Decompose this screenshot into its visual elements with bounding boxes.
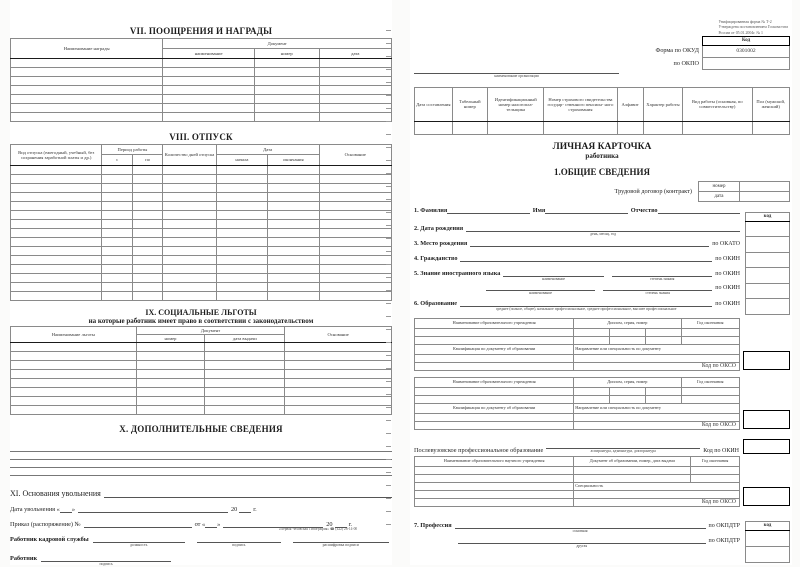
quote-close: »	[71, 506, 75, 513]
section9-title: IX. СОЦИАЛЬНЫЕ ЛЬГОТЫ	[145, 308, 257, 317]
item-education-line	[414, 299, 740, 312]
order-num-blank	[84, 520, 192, 528]
language-name-caption: наименование	[542, 276, 566, 281]
table-row	[11, 166, 392, 175]
sci-year-header: Год окончания	[691, 456, 740, 466]
table-row	[11, 406, 392, 415]
item-citizenship-line	[414, 254, 740, 262]
card-header-table	[414, 87, 790, 135]
ben-sub-num: номер	[136, 335, 205, 343]
year-prefix: 20	[326, 521, 333, 528]
table-row	[11, 104, 392, 113]
table-row	[11, 193, 392, 202]
col-sex: Пол (мужской, женский)	[752, 87, 790, 121]
vac-col-period: Период работы	[102, 145, 163, 155]
profession-other-caption: другая	[576, 543, 588, 548]
year-blank	[239, 505, 251, 513]
okpo-value-empty	[703, 58, 790, 70]
table-row	[11, 292, 392, 301]
contract-label: Трудовой договор (контракт)	[614, 187, 692, 195]
table-row	[11, 361, 392, 370]
table-row	[11, 397, 392, 406]
table-row	[11, 238, 392, 247]
awards-sub-name: наименование	[163, 49, 254, 59]
okso-label: Код по ОКСО	[574, 421, 740, 429]
edu-inst-header: Наименование образовательного учреждения	[415, 377, 574, 387]
table-row	[11, 229, 392, 238]
blank-line	[10, 444, 392, 452]
code-cell	[746, 252, 790, 268]
table-row	[11, 388, 392, 397]
profession-section	[414, 521, 790, 549]
section9-subtitle: на которые работник имеет право в соответствии с законодательством	[88, 317, 314, 325]
okin-label: по ОКИН	[715, 270, 741, 277]
education-block-2	[414, 377, 790, 430]
form-page-2	[10, 0, 392, 565]
table-row	[11, 95, 392, 104]
code-cell	[746, 283, 790, 299]
okso-label: Код по ОКСО	[574, 362, 740, 370]
edu-year-header: Год окончания	[681, 377, 740, 387]
ben-col-basis: Основание	[285, 327, 392, 343]
blank-line	[10, 452, 392, 460]
edu-year-header: Год окончания	[681, 318, 740, 328]
awards-table	[10, 38, 392, 122]
table-row	[415, 336, 740, 344]
col-pension-insurance: Номер страхового свидетельства государ- ственного пенсион- ного страхования	[544, 87, 617, 121]
contract-date-value	[739, 191, 789, 201]
profession-main-caption: основная	[572, 528, 588, 533]
table-row	[415, 421, 740, 429]
profession-line-1	[414, 521, 740, 534]
table-row	[11, 256, 392, 265]
okso-code-box	[743, 487, 790, 506]
profession-line-2	[414, 536, 740, 549]
okud-row	[414, 36, 790, 79]
vac-sub-end: окончания	[268, 155, 319, 166]
surname-blank	[447, 206, 529, 214]
year-suffix: г.	[253, 506, 257, 513]
month-blank	[78, 505, 228, 513]
birthdate-caption: день, месяц, год	[590, 231, 617, 236]
okin-code-box	[743, 439, 790, 454]
profession-code-column	[745, 521, 790, 563]
profession-label: 7. Профессия	[414, 521, 452, 529]
code-box-header: Код	[703, 37, 790, 46]
order-label: Приказ (распоряжение) №	[10, 521, 81, 528]
worker-label: Работник	[10, 554, 38, 562]
awards-sub-date: дата	[319, 49, 391, 59]
col-personnel-number: Табельный номер	[452, 87, 488, 121]
vac-sub-start: начала	[216, 155, 267, 166]
code-column	[745, 212, 790, 315]
education-caption: среднее (полное, общее), начальное профессиональное, среднее профессиональное, высшее профессиональное	[495, 306, 677, 311]
table-row	[11, 86, 392, 95]
blank-line	[10, 468, 392, 476]
table-row	[415, 466, 740, 474]
table-row	[11, 343, 392, 352]
table-row	[11, 283, 392, 292]
okin-code-label: Код по ОКИН	[703, 447, 739, 454]
language-level-blank	[612, 269, 712, 277]
table-row	[11, 247, 392, 256]
hr-officer-line	[10, 535, 392, 548]
general-info-items	[414, 206, 790, 312]
vacation-table	[10, 144, 392, 301]
table-row	[415, 413, 740, 421]
ref-line-2: Утверждена постановлением Госкомстата	[718, 25, 788, 30]
postgrad-line	[414, 439, 790, 454]
code-cell	[746, 530, 790, 546]
okpo-label: по ОКПО	[673, 59, 699, 67]
vac-col-basis: Основание	[319, 145, 391, 166]
awards-col-name: Наименование награды	[11, 39, 163, 59]
edu-inst-header: Наименование образовательного учреждения	[415, 318, 574, 328]
table-row	[11, 113, 392, 122]
contract-number-label: номер	[699, 181, 740, 191]
table-row	[11, 202, 392, 211]
awards-col-doc: Документ	[163, 39, 392, 49]
table-row	[415, 474, 740, 482]
okin-label: по ОКИН	[715, 300, 740, 307]
okin-label: по ОКИН	[715, 284, 740, 291]
table-row	[415, 490, 740, 498]
postgrad-table	[414, 456, 740, 507]
form-page-1	[410, 0, 792, 565]
organization-caption: наименование организации	[494, 74, 539, 78]
postgrad-blank	[546, 441, 700, 449]
vac-col-date: Дата	[216, 145, 319, 155]
table-row	[11, 379, 392, 388]
item-language-line-2	[414, 283, 740, 296]
year-suffix: г.	[348, 521, 353, 528]
edu-qual-header: Квалификация по документу об образовании	[415, 344, 574, 354]
dismissal-date-label: Дата увольнения «	[10, 506, 60, 513]
code-box	[702, 36, 790, 70]
order-day-blank	[205, 520, 217, 528]
item-birthplace-line	[414, 239, 740, 247]
table-row	[415, 362, 740, 370]
printer-note: «Первая Чеховская Типография» ☎ (422) 26-14-00	[278, 527, 358, 531]
edu-spec-header: Направление или специальность по документу	[574, 344, 740, 354]
education-block-1	[414, 318, 790, 371]
speciality-header: Специальность	[574, 482, 740, 490]
order-from: от «	[194, 521, 206, 528]
name-label: Имя	[532, 206, 546, 214]
dismissal-date-line	[10, 505, 392, 513]
code-column-header: код	[746, 212, 790, 221]
hr-officer-label: Работник кадровой службы	[10, 536, 89, 543]
language-level-caption: степень знания	[649, 276, 675, 281]
table-row	[11, 175, 392, 184]
birthplace-label: 3. Место рождения	[414, 239, 468, 247]
edu-qual-header: Квалификация по документу об образовании	[415, 403, 574, 413]
contract-box	[698, 181, 790, 202]
table-row	[11, 184, 392, 193]
form-reference	[718, 20, 788, 36]
contract-number-value	[739, 181, 789, 191]
birthdate-label: 2. Дата рождения	[414, 224, 464, 232]
year-prefix: 20	[230, 506, 238, 513]
code-column-header: код	[746, 521, 790, 530]
quote-close: »	[217, 521, 221, 528]
day-blank	[60, 505, 72, 513]
item-birthdate-line	[414, 224, 740, 237]
table-row	[11, 211, 392, 220]
col-work-nature: Характер работы	[643, 87, 682, 121]
col-work-type: Вид работы (основная, по совместительству)	[683, 87, 752, 121]
card-title: ЛИЧНАЯ КАРТОЧКА	[552, 141, 652, 152]
okud-labels	[627, 45, 702, 70]
table-row	[11, 220, 392, 229]
contract-row	[414, 181, 790, 202]
code-cell	[746, 268, 790, 284]
citizenship-label: 4. Гражданство	[414, 254, 458, 262]
language-name-blank	[503, 269, 603, 277]
ben-col-doc: Документ	[136, 327, 285, 335]
patronymic-blank	[658, 206, 740, 214]
awards-sub-num: номер	[254, 49, 319, 59]
language-label: 5. Знание иностранного языка	[414, 269, 501, 277]
language-level-blank-2	[603, 283, 712, 291]
table-row	[11, 77, 392, 86]
table-row	[11, 370, 392, 379]
card-subtitle: работника	[585, 151, 619, 160]
cut-marks	[386, 30, 391, 530]
birthplace-blank	[470, 239, 709, 247]
patronymic-label: Отчество	[630, 206, 658, 214]
code-cell	[746, 546, 790, 562]
citizenship-blank	[460, 254, 712, 262]
section8-title: VIII. ОТПУСК	[169, 132, 233, 142]
signature-decode-caption: расшифровка подписи	[322, 543, 359, 547]
table-row	[415, 395, 740, 403]
okso-code-box	[743, 410, 790, 429]
position-blank	[93, 535, 185, 543]
language-level-caption: степень знания	[645, 290, 670, 295]
edu-spec-header: Направление или специальность по документу	[574, 403, 740, 413]
ref-line-1: Унифицированная форма № Т-2	[718, 20, 772, 24]
birthdate-blank	[466, 224, 740, 232]
table-row	[415, 354, 740, 362]
contract-date-label: дата	[699, 191, 740, 201]
signature-caption: подпись	[232, 543, 246, 547]
position-caption: должность	[129, 543, 148, 547]
postgrad-block	[414, 456, 790, 507]
okpdtr-label: по ОКПДТР	[708, 522, 740, 529]
postgrad-label: Послевузовское профессиональное образование	[414, 446, 544, 454]
ben-col-name: Наименование льготы	[11, 327, 137, 343]
okud-value: 0301002	[703, 46, 790, 58]
section11-title-line	[10, 489, 392, 498]
table-row	[415, 328, 740, 336]
table-row	[11, 68, 392, 77]
okso-code-box	[743, 351, 790, 370]
section7-title: VII. ПООЩРЕНИЯ И НАГРАДЫ	[129, 26, 273, 36]
blank-line	[10, 460, 392, 468]
postgrad-caption: аспирантура, адъюнктура, докторантура	[590, 448, 656, 453]
okud-label: Форма по ОКУД	[655, 47, 699, 54]
language-name-caption: наименование	[529, 290, 553, 295]
item-surname-line	[414, 206, 740, 214]
table-row	[415, 387, 740, 395]
table-row	[415, 121, 790, 134]
language-name-blank-2	[486, 283, 595, 291]
card-titles	[414, 142, 790, 177]
edu-diploma-header: Диплом, серия, номер	[574, 318, 681, 328]
ben-sub-issue: дата выдачи	[205, 335, 285, 343]
education-blank	[460, 299, 712, 307]
table-row	[415, 482, 574, 490]
code-cell	[746, 221, 790, 237]
item-language-line-1	[414, 269, 740, 282]
table-row	[11, 59, 392, 68]
education-table-2	[414, 377, 740, 430]
signature-blank	[197, 535, 281, 543]
okato-label: по ОКАТО	[712, 240, 740, 247]
benefits-table	[10, 326, 392, 415]
dismissal-basis-blank	[104, 490, 392, 498]
general-info-title: 1.ОБЩИЕ СВЕДЕНИЯ	[553, 166, 651, 177]
col-inn: Идентификационный номер налогопла- тельщика	[488, 87, 544, 121]
code-cell	[746, 237, 790, 253]
vac-col-days: Количество дней отпуска	[163, 145, 216, 166]
sci-doc-header: Документ об образовании, номер, дата выдачи	[574, 456, 691, 466]
okpdtr-label: по ОКПДТР	[708, 537, 740, 544]
signature-decode-blank	[293, 535, 389, 543]
okin-label: по ОКИН	[715, 255, 740, 262]
section11-title: XI. Основания увольнения	[10, 489, 101, 498]
additional-info-lines	[10, 444, 392, 476]
surname-label: 1. Фамилия	[414, 206, 448, 214]
okso-label: Код по ОКСО	[574, 498, 740, 506]
table-row	[11, 352, 392, 361]
sci-inst-header: Наименование образовательного научного учреждения	[415, 456, 574, 466]
education-table-1	[414, 318, 740, 371]
worker-signature-blank	[41, 554, 171, 562]
vac-col-kind: Вид отпуска (ежегодный, учебный, без сохранения заработной платы и др.)	[11, 145, 102, 166]
col-alphabet: Алфавит	[617, 87, 643, 121]
vac-sub-to: по	[132, 155, 162, 166]
table-row	[11, 274, 392, 283]
profession-other-blank	[458, 536, 706, 544]
ref-line-3: России от 05.01.2004г. № 1	[718, 30, 763, 35]
section10-title: X. ДОПОЛНИТЕЛЬНЫЕ СВЕДЕНИЯ	[119, 424, 283, 434]
vac-sub-from: с	[102, 155, 132, 166]
worker-signature-caption: подпись	[99, 561, 113, 566]
edu-diploma-header: Диплом, серия, номер	[574, 377, 681, 387]
table-row	[415, 498, 740, 506]
code-cell	[746, 299, 790, 315]
organization-block	[414, 68, 627, 79]
table-row	[11, 265, 392, 274]
profession-main-blank	[455, 521, 706, 529]
education-label: 6. Образование	[414, 299, 458, 307]
name-blank	[545, 206, 627, 214]
col-date-of-creation: Дата составления	[415, 87, 453, 121]
